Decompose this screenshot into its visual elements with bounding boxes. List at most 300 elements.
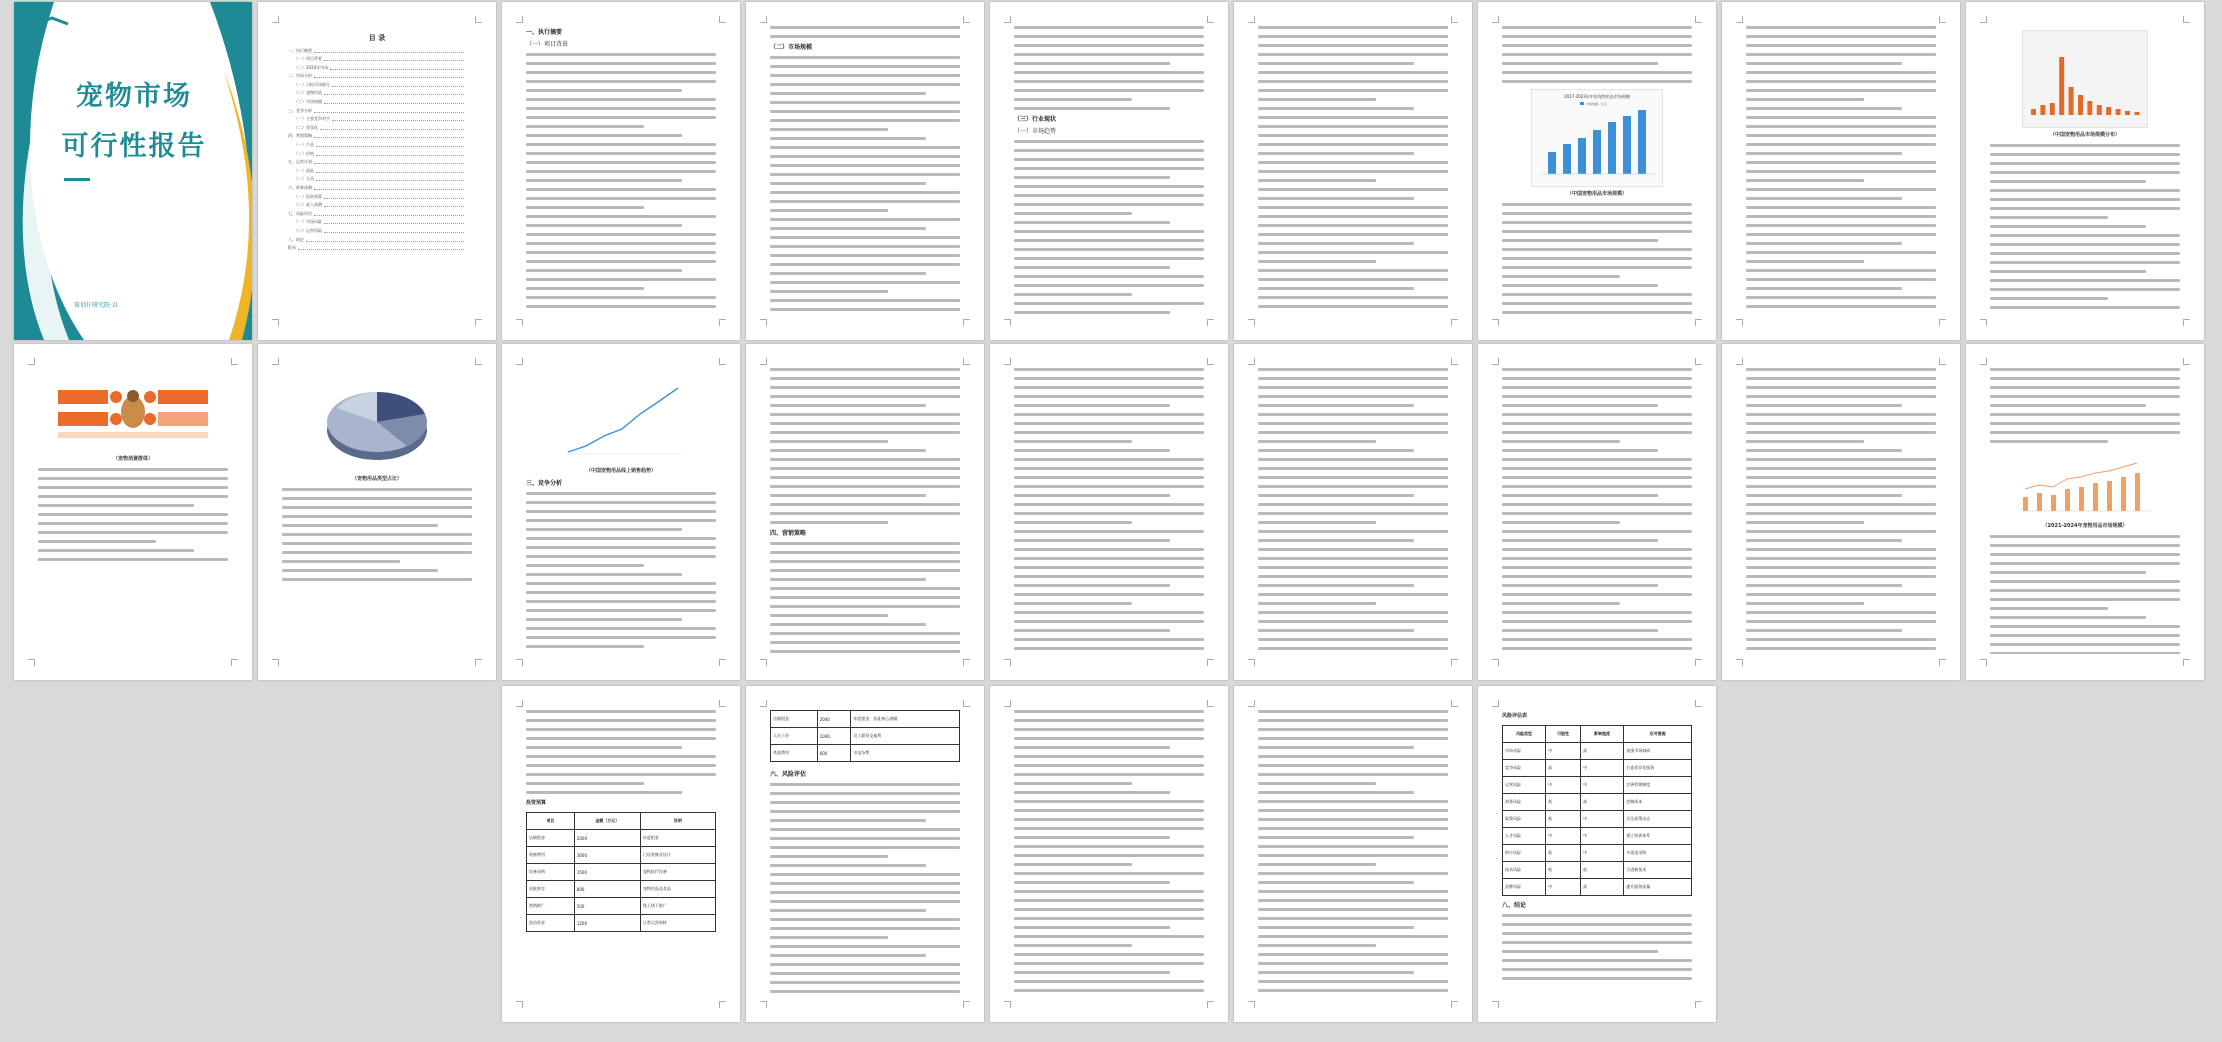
toc-entry[interactable] <box>288 150 466 157</box>
text-line <box>1014 449 1170 452</box>
text-line <box>1014 98 1132 101</box>
text-line <box>1258 755 1448 758</box>
page-11-pie[interactable] <box>258 344 496 680</box>
table-row <box>1503 845 1692 862</box>
table-cell: 关注政策动态 <box>1624 811 1692 828</box>
text-line <box>1258 89 1448 92</box>
toc-entry[interactable] <box>288 64 466 71</box>
toc-entry[interactable] <box>288 107 466 114</box>
text-line <box>1502 584 1658 587</box>
chart-bar <box>2093 483 2098 511</box>
text-line <box>1014 971 1170 974</box>
table-cell: 人员工资 <box>771 728 818 745</box>
subsection-heading: （一）项目背景 <box>526 41 569 48</box>
text-line <box>1746 170 1936 173</box>
toc-entry-label: 附录 <box>288 245 296 251</box>
text-line <box>1258 179 1376 182</box>
text-line <box>1746 593 1936 596</box>
cover-footer: 策划仔研究院·以 <box>74 302 118 309</box>
toc-entry-label: （一）项目背景 <box>294 56 322 62</box>
bar-chart-orange <box>2022 30 2148 128</box>
text-line <box>526 170 716 173</box>
text-line <box>1502 539 1658 542</box>
table-cell: 建立培训体系 <box>1624 828 1692 845</box>
text-line <box>1258 476 1448 479</box>
text-line <box>1014 293 1132 296</box>
text-line <box>770 927 960 930</box>
text-line <box>526 555 716 558</box>
page-12-line[interactable] <box>502 344 740 680</box>
table-cell: 1200 <box>574 915 640 932</box>
text-line <box>770 146 960 149</box>
text-line <box>1014 944 1132 947</box>
page-22[interactable] <box>1234 686 1472 1022</box>
text-line <box>1990 180 2146 183</box>
text-line <box>1014 980 1204 983</box>
text-line <box>770 623 926 626</box>
text-line <box>1746 422 1936 425</box>
text-line <box>1258 782 1376 785</box>
text-line <box>1014 26 1204 29</box>
text-line <box>1990 252 2180 255</box>
toc-entry[interactable] <box>288 245 466 252</box>
text-line <box>526 269 682 272</box>
table-row <box>527 847 716 864</box>
text-line <box>1258 791 1414 794</box>
text-line <box>1990 562 2180 565</box>
cover-decoration <box>14 2 252 340</box>
page-23-risk[interactable] <box>1478 686 1716 1022</box>
chart-bar <box>1578 138 1586 174</box>
table-cell: 年度租金 <box>640 830 715 847</box>
text-line <box>1258 467 1448 470</box>
page-16[interactable] <box>1478 344 1716 680</box>
toc-entry[interactable] <box>288 124 466 131</box>
chart-bar <box>2051 495 2056 511</box>
subsection-heading: （一）市场趋势 <box>1014 128 1057 135</box>
text-line <box>770 164 960 167</box>
toc-entry[interactable] <box>288 56 466 63</box>
text-line <box>526 737 716 740</box>
text-line <box>1502 593 1692 596</box>
text-line <box>1258 125 1448 128</box>
toc-entry-label: （三）市场规模 <box>294 99 322 105</box>
text-line <box>1014 212 1132 215</box>
text-line <box>1502 293 1692 296</box>
text-line <box>1502 629 1658 632</box>
text-line <box>1746 224 1936 227</box>
chart-bar <box>2121 477 2126 511</box>
table-cell: 引进新技术 <box>1624 862 1692 879</box>
toc-entry[interactable] <box>288 116 466 123</box>
text-line <box>1258 269 1448 272</box>
text-line <box>1990 386 2180 389</box>
section-heading: （三）行业现状 <box>1014 116 1057 123</box>
text-line <box>1746 80 1936 83</box>
section-heading: 八、结论 <box>1502 902 1527 909</box>
text-line <box>1258 647 1448 650</box>
text-line <box>526 618 682 621</box>
text-line <box>1014 899 1204 902</box>
text-line <box>1258 134 1448 137</box>
table-cell: 500 <box>574 898 640 915</box>
table-header-cell: 可能性 <box>1546 726 1581 743</box>
table-header-cell: 说明 <box>640 813 715 830</box>
text-line <box>1502 521 1620 524</box>
page-19-budget[interactable] <box>502 686 740 1022</box>
toc-entry[interactable] <box>288 159 466 166</box>
text-line <box>1990 652 2180 654</box>
text-line <box>38 531 228 534</box>
text-line <box>770 377 960 380</box>
toc-entry[interactable] <box>288 99 466 106</box>
text-line <box>770 209 888 212</box>
text-line <box>770 476 960 479</box>
text-line <box>526 501 716 504</box>
text-line <box>1258 854 1448 857</box>
text-line <box>1258 908 1448 911</box>
text-line <box>1990 216 2108 219</box>
toc-entry[interactable] <box>288 73 466 80</box>
page-18-chart[interactable] <box>1966 344 2204 680</box>
text-line <box>1990 368 2180 371</box>
table-cell: 员工薪资及福利 <box>851 728 960 745</box>
text-line <box>1502 575 1692 578</box>
table-header-cell: 金额（万元） <box>574 813 640 830</box>
text-line <box>1502 422 1692 425</box>
text-line <box>1502 368 1692 371</box>
text-line <box>770 272 926 275</box>
text-line <box>526 492 716 495</box>
toc-entry[interactable] <box>288 202 466 209</box>
text-line <box>1014 275 1204 278</box>
section-heading: 三、竞争分析 <box>526 480 563 487</box>
text-line <box>1014 782 1132 785</box>
text-line <box>526 764 716 767</box>
page-17[interactable] <box>1722 344 1960 680</box>
text-line <box>1746 152 1902 155</box>
text-line <box>1014 302 1204 305</box>
text-line <box>526 746 682 749</box>
text-line <box>1258 818 1448 821</box>
text-line <box>1014 440 1132 443</box>
text-line <box>770 882 960 885</box>
page-toc[interactable] <box>258 2 496 340</box>
text-line <box>1014 629 1170 632</box>
table-row <box>527 864 716 881</box>
table-cell: 2000 <box>817 711 851 728</box>
text-line <box>1990 162 2180 165</box>
table-cell: 日常运营周转 <box>640 915 715 932</box>
text-line <box>1258 512 1448 515</box>
text-line <box>1990 270 2146 273</box>
text-line <box>1014 611 1204 614</box>
chart-bar <box>1638 110 1646 174</box>
toc-entry-label: （一）目标市场细分 <box>294 81 330 87</box>
text-line <box>526 782 644 785</box>
text-line <box>526 791 682 794</box>
text-line <box>1502 26 1692 29</box>
text-line <box>1746 278 1936 281</box>
text-line <box>1746 161 1936 164</box>
text-line <box>1746 539 1902 542</box>
text-line <box>770 551 960 554</box>
text-line <box>1990 189 2180 192</box>
text-line <box>1014 863 1132 866</box>
text-line <box>770 35 960 38</box>
text-line <box>1014 575 1204 578</box>
text-line <box>1014 881 1170 884</box>
text-line <box>1258 386 1448 389</box>
toc-entry[interactable] <box>288 142 466 149</box>
text-line <box>770 873 960 876</box>
text-line <box>1746 107 1902 110</box>
risk-title: 风险评估表 <box>1502 713 1528 719</box>
text-line <box>1258 98 1376 101</box>
text-line <box>1990 431 2180 434</box>
table-cell: 打造差异化服务 <box>1624 760 1692 777</box>
page-10-infographic[interactable] <box>14 344 252 680</box>
text-line <box>1746 503 1936 506</box>
text-line <box>770 281 960 284</box>
toc-entry[interactable] <box>288 47 466 54</box>
text-line <box>1990 288 2180 291</box>
text-line <box>1746 305 1936 308</box>
toc-entry[interactable] <box>288 193 466 200</box>
toc-entry-label: 五、运营计划 <box>288 159 312 165</box>
text-line <box>770 128 888 131</box>
page-4[interactable] <box>746 2 984 340</box>
text-line <box>1014 71 1204 74</box>
text-line <box>770 173 960 176</box>
text-line <box>1258 233 1448 236</box>
text-line <box>1746 251 1936 254</box>
page-6[interactable] <box>1234 2 1472 340</box>
text-line <box>1258 449 1414 452</box>
text-line <box>770 395 960 398</box>
text-line <box>1258 107 1414 110</box>
text-line <box>770 918 960 921</box>
text-line <box>1990 198 2180 201</box>
table-cell: 高 <box>1581 794 1624 811</box>
toc-entry-label: 八、结论 <box>288 236 304 242</box>
table-row <box>771 728 960 745</box>
text-line <box>526 564 644 567</box>
text-line <box>1258 71 1448 74</box>
table-cell: 1500 <box>574 864 640 881</box>
page-7-chart[interactable] <box>1478 2 1716 340</box>
toc-entry-label: （二）价格 <box>294 150 314 156</box>
page-13[interactable] <box>746 344 984 680</box>
text-line <box>1014 107 1170 110</box>
text-line <box>1258 440 1376 443</box>
toc-title: 目 录 <box>368 34 386 42</box>
text-line <box>1502 266 1692 269</box>
text-line <box>1014 584 1170 587</box>
text-line <box>1502 53 1692 56</box>
chart-bar <box>2031 109 2036 115</box>
table-cell: 运营风险 <box>1503 777 1546 794</box>
text-line <box>1746 629 1902 632</box>
table-cell: 高 <box>1581 879 1624 896</box>
text-line <box>1014 248 1204 251</box>
text-line <box>1746 440 1864 443</box>
text-line <box>1502 923 1692 926</box>
text-line <box>1746 260 1864 263</box>
toc-entry[interactable] <box>288 185 466 192</box>
table-row <box>1503 828 1692 845</box>
text-line <box>770 569 960 572</box>
text-line <box>38 495 228 498</box>
text-line <box>1258 899 1448 902</box>
text-line <box>526 152 716 155</box>
text-line <box>1746 467 1936 470</box>
text-line <box>1746 521 1864 524</box>
text-line <box>1990 297 2108 300</box>
text-line <box>1258 602 1376 605</box>
text-line <box>1014 539 1170 542</box>
text-line <box>1258 728 1448 731</box>
text-line <box>282 488 472 491</box>
text-line <box>770 801 960 804</box>
page-20-table[interactable] <box>746 686 984 1022</box>
toc-entry[interactable] <box>288 90 466 97</box>
toc-entry[interactable] <box>288 236 466 243</box>
bar-line-chart <box>2015 449 2155 519</box>
text-line <box>1990 279 2180 282</box>
text-line <box>1014 476 1204 479</box>
page-9-chart[interactable] <box>1966 2 2204 340</box>
text-line <box>1990 395 2180 398</box>
text-line <box>1014 257 1204 260</box>
text-line <box>1014 620 1204 623</box>
text-line <box>1502 647 1692 650</box>
text-line <box>1014 203 1204 206</box>
text-line <box>526 728 716 731</box>
page-3[interactable] <box>502 2 740 340</box>
text-line <box>1746 368 1936 371</box>
text-line <box>770 218 960 221</box>
text-line <box>1258 296 1448 299</box>
text-line <box>1502 467 1692 470</box>
text-line <box>770 65 960 68</box>
page-21[interactable] <box>990 686 1228 1022</box>
text-line <box>526 600 716 603</box>
text-line <box>1258 935 1448 938</box>
toc-entry[interactable] <box>288 176 466 183</box>
toc-entry[interactable] <box>288 133 466 140</box>
toc-entry-label: 七、风险评估 <box>288 210 312 216</box>
text-line <box>1014 908 1204 911</box>
text-line <box>1258 494 1414 497</box>
text-line <box>1746 179 1864 182</box>
table-cell: 低 <box>1546 794 1581 811</box>
text-line <box>1014 266 1170 269</box>
text-line <box>770 783 960 786</box>
text-line <box>770 263 960 266</box>
chart1-title: 2017-2023年中国宠物用品市场规模 <box>1564 94 1630 99</box>
text-line <box>1258 44 1448 47</box>
text-line <box>282 542 472 545</box>
text-line <box>1502 239 1658 242</box>
chart-bar <box>1563 144 1571 174</box>
text-line <box>526 53 716 56</box>
text-line <box>1014 791 1170 794</box>
page-cover[interactable] <box>14 2 252 340</box>
text-line <box>770 587 960 590</box>
chart-bar <box>2040 105 2045 115</box>
text-line <box>1990 634 2180 637</box>
table-row <box>527 898 716 915</box>
chart-bar <box>1593 130 1601 174</box>
text-line <box>1990 422 2180 425</box>
toc-entry[interactable] <box>288 81 466 88</box>
text-line <box>1746 26 1936 29</box>
toc-entry-label: 六、财务预测 <box>288 185 312 190</box>
text-line <box>770 972 960 975</box>
text-line <box>1746 476 1936 479</box>
text-line <box>1258 521 1376 524</box>
toc-entry[interactable] <box>288 167 466 174</box>
table-cell: 2000 <box>574 830 640 847</box>
text-line <box>1990 404 2146 407</box>
chart1-legend: 市场规模：亿元 <box>1586 102 1608 106</box>
toc-entry[interactable] <box>288 227 466 234</box>
text-line <box>770 542 960 545</box>
text-line <box>1258 638 1448 641</box>
text-line <box>38 549 194 552</box>
budget-title: 投资预算 <box>526 800 547 806</box>
text-line <box>526 89 682 92</box>
chart-bar <box>1548 152 1556 174</box>
text-line <box>770 83 960 86</box>
text-line <box>1014 557 1204 560</box>
text-line <box>770 512 960 515</box>
table-cell: 600 <box>817 745 851 762</box>
text-line <box>526 305 716 308</box>
text-line <box>1258 863 1376 866</box>
text-line <box>1258 188 1448 191</box>
toc-entry[interactable] <box>288 219 466 226</box>
text-line <box>1502 638 1692 641</box>
table-cell: 加强市场调研 <box>1624 743 1692 760</box>
text-line <box>1014 284 1204 287</box>
text-line <box>1014 737 1204 740</box>
text-line <box>526 188 716 191</box>
text-line <box>770 137 926 140</box>
text-line <box>1990 544 2180 547</box>
text-line <box>770 792 960 795</box>
table-row <box>1503 743 1692 760</box>
text-line <box>526 645 644 648</box>
text-line <box>1502 548 1692 551</box>
text-line <box>1014 413 1204 416</box>
bar-chart-blue <box>1531 89 1663 187</box>
page-8[interactable] <box>1722 2 1960 340</box>
text-line <box>1502 530 1692 533</box>
text-line <box>1502 914 1692 917</box>
table-cell: 中 <box>1581 760 1624 777</box>
page-14[interactable] <box>990 344 1228 680</box>
small-table <box>770 710 960 762</box>
text-line <box>1502 968 1692 971</box>
page-5[interactable] <box>990 2 1228 340</box>
page-15[interactable] <box>1234 344 1472 680</box>
text-line <box>1258 773 1448 776</box>
text-line <box>770 641 960 644</box>
toc-entry[interactable] <box>288 210 466 217</box>
bars-right-caption: （2021-2024年宠物用品市场规模） <box>2042 523 2128 529</box>
